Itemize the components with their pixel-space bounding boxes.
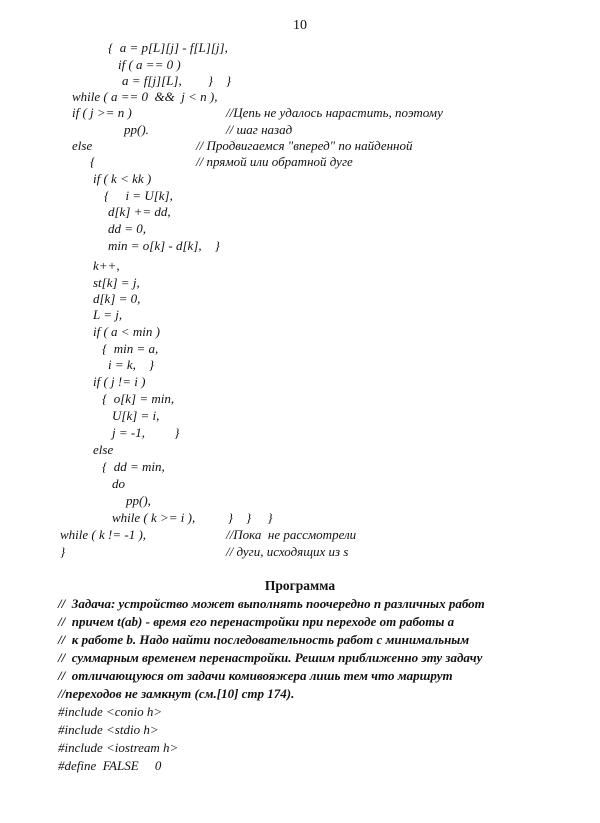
code-line: else xyxy=(72,138,93,153)
code-line: while ( k >= i ), } } } xyxy=(112,510,273,525)
include-line: #include <conio h> xyxy=(58,704,163,719)
code-line: pp(). xyxy=(124,122,149,137)
code-line: if ( a < min ) xyxy=(93,324,160,339)
code-line: { dd = min, xyxy=(102,459,165,474)
code-comment: // Продвигаемся "вперед" по найденной xyxy=(196,138,413,153)
code-line: if ( a == 0 ) xyxy=(118,57,181,72)
code-comment: // шаг назад xyxy=(226,122,293,137)
code-line: if ( j != i ) xyxy=(93,374,146,389)
page-number: 10 xyxy=(293,18,307,33)
code-line: i = k, } xyxy=(108,357,155,372)
code-line: { xyxy=(90,154,96,169)
code-line: min = o[k] - d[k], } xyxy=(108,238,220,253)
code-line: do xyxy=(112,476,125,491)
code-line: dd = 0, xyxy=(108,221,147,236)
code-line: a = f[j][L], } } xyxy=(122,73,232,88)
code-line: st[k] = j, xyxy=(93,275,140,290)
code-line: L = j, xyxy=(93,307,123,322)
task-line: //переходов не замкнут (см.[10] стр 174). xyxy=(58,686,295,701)
task-line: // Задача: устройство может выполнять поочередно n различных работ xyxy=(58,596,485,611)
code-line: d[k] = 0, xyxy=(93,291,141,306)
code-comment: // дуги, исходящих из s xyxy=(226,544,349,559)
task-line: // суммарным временем перенастройки. Решим приближенно эту задачу xyxy=(58,650,483,665)
include-line: #include <iostream h> xyxy=(58,740,179,755)
code-line: d[k] += dd, xyxy=(108,204,171,219)
code-line: if ( j >= n ) xyxy=(72,105,132,120)
code-line: { i = U[k], xyxy=(104,188,173,203)
task-line: // к работе b. Надо найти последовательность работ с минимальным xyxy=(58,632,470,647)
task-line: // причем t(ab) - время его перенастройки при переходе от работы a xyxy=(58,614,455,629)
code-line: { a = p[L][j] - f[L][j], xyxy=(108,40,228,55)
include-line: #include <stdio h> xyxy=(58,722,159,737)
code-line: while ( a == 0 && j < n ), xyxy=(72,89,218,104)
code-comment: // прямой или обратной дуге xyxy=(196,154,353,169)
code-line: U[k] = i, xyxy=(112,408,160,423)
program-title: Программа xyxy=(264,578,336,593)
code-line: k++, xyxy=(93,258,120,273)
task-line: // отличающуюся от задачи комивояжера лишь тем что маршрут xyxy=(58,668,453,683)
code-line: { min = a, xyxy=(102,341,159,356)
code-line: else xyxy=(93,442,114,457)
code-line: j = -1, } xyxy=(112,425,180,440)
code-line: } xyxy=(60,544,66,559)
define-line: #define FALSE 0 xyxy=(58,758,162,773)
code-line: pp(), xyxy=(126,493,151,508)
code-line: while ( k != -1 ), xyxy=(60,527,147,542)
code-line: if ( k < kk ) xyxy=(93,171,152,186)
code-line: { o[k] = min, xyxy=(102,391,175,406)
code-comment: //Пока не рассмотрели xyxy=(226,527,357,542)
code-comment: //Цепь не удалось нарастить, поэтому xyxy=(226,105,443,120)
